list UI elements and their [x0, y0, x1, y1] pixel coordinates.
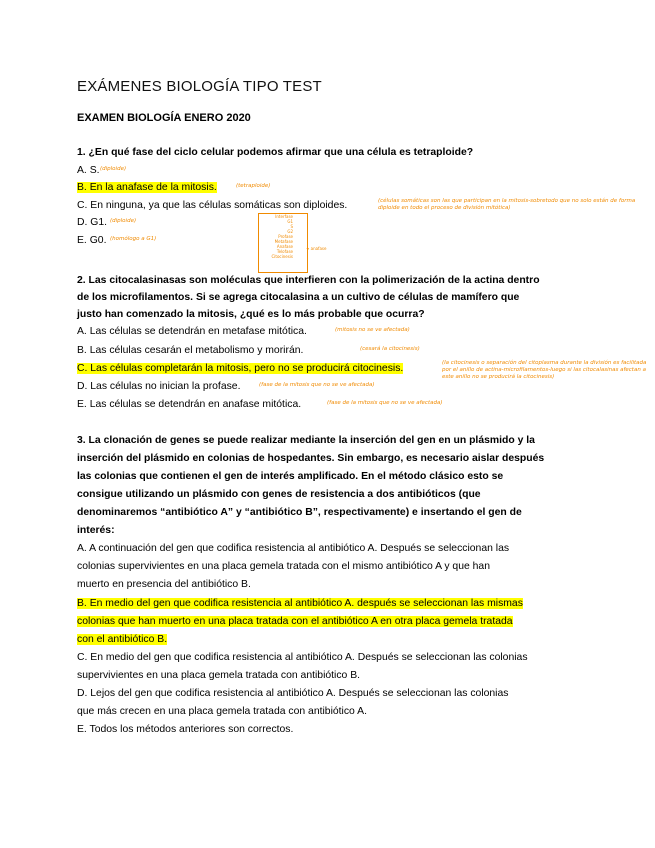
q3-option-a-line-1: A. A continuación del gen que codifica resistencia al antibiótico A. Después se seleccionan las: [77, 543, 510, 554]
question-3-line-2: inserción del plásmido en colonias de hospedantes. Sin embargo, es necesario aislar después: [77, 453, 545, 464]
q2-option-a-note: (mitosis no se ve afectada): [335, 327, 410, 333]
question-2-line-3: justo han comenzado la mitosis, ¿qué es lo más probable que ocurra?: [77, 309, 425, 320]
q3-option-a-line-3: muerto en presencia del antibiótico B.: [77, 579, 251, 590]
q2-option-d: [77, 380, 240, 394]
q1-option-c-text: C. En ninguna, ya que las células somáticas son diploides.: [77, 200, 348, 211]
question-3-line-4: consigue utilizando un plásmido con genes de resistencia a dos antibióticos (que: [77, 489, 481, 500]
q2-option-b-text: B. Las células cesarán el metabolismo y morirán.: [77, 345, 304, 356]
document-title: EXÁMENES BIOLOGÍA TIPO TEST: [77, 78, 322, 95]
q1-option-e-note: (homólogo a G1): [110, 236, 157, 242]
q1-option-b: [77, 181, 217, 195]
q2-option-b-note: (cesará la citocinesis): [360, 346, 420, 352]
q1-option-d-note: (diploide): [110, 218, 137, 224]
q2-option-b: [77, 344, 303, 358]
q3-option-c-line-2: supervivientes en una placa gemela tratada con antibiótico B.: [77, 670, 361, 681]
sketch-row: G1: [287, 219, 293, 224]
q1-option-d-text: D. G1.: [77, 217, 108, 228]
q2-option-a-text: A. Las células se detendrán en metafase mitótica.: [77, 326, 307, 337]
q1-option-b-text: B. En la anafase de la mitosis.: [77, 182, 217, 193]
q3-option-b-line-3: [77, 633, 167, 647]
q2-option-e: [77, 398, 301, 412]
q3-option-d-line-1: D. Lejos del gen que codifica resistencia al antibiótico A. Después se seleccionan las colonias: [77, 688, 509, 699]
q2-option-a: [77, 325, 307, 339]
sketch-row: Profase: [278, 234, 293, 239]
q1-option-c-note: (células somáticas son las que participan en la mitosis-sobretodo que no solo están de forma diploide en todo el proceso de división mitótica): [378, 198, 636, 211]
q1-option-a-text: A. S.: [77, 165, 100, 176]
q3-option-b-line-2: [77, 615, 513, 629]
q3-option-b-text: B. En medio del gen que codifica resistencia al antibiótico A. después se seleccionan las mismas: [77, 598, 523, 609]
question-2-line-1: 2. Las citocalasinasas son moléculas que interfieren con la polimerización de la actina dentro: [77, 275, 540, 286]
sketch-row: G2: [287, 229, 293, 234]
q1-option-d: [77, 216, 107, 230]
sketch-row: Telofase: [276, 249, 293, 254]
q2-option-c-note: (la citocinesis o separación del citoplasma durante la división es facilitada por el anillo de actina-microfilamentos-luego si las citocalasinas afectan a este anillo no se producirá la citocinesis): [442, 360, 647, 380]
q2-option-e-note: (fase de la mitosis que no se ve afectada): [327, 400, 443, 406]
q1-option-e-text: E. G0.: [77, 235, 107, 246]
question-3-line-5: denominaremos “antibiótico A” y “antibiótico B”, respectivamente) e insertando el gen de: [77, 507, 522, 518]
q1-option-b-note: (tetraploide): [236, 183, 271, 189]
q1-option-c: [77, 199, 347, 213]
sketch-arrow-label: → anafase: [306, 246, 327, 251]
question-3-line-3: las colonias que contienen el gen de interés amplificado. En el método clásico esto se: [77, 471, 504, 482]
q1-option-a-note: (diploide): [100, 166, 127, 172]
sketch-row: Anafase: [276, 244, 293, 249]
q2-option-d-text: D. Las células no inician la profase.: [77, 381, 241, 392]
question-1: 1. ¿En qué fase del ciclo celular podemos afirmar que una célula es tetraploide?: [77, 147, 474, 158]
q1-option-e: [77, 234, 106, 248]
q3-option-a-line-2: colonias supervivientes en una placa gemela tratada con el mismo antibiótico A y que han: [77, 561, 490, 572]
q3-option-e: E. Todos los métodos anteriores son correctos.: [77, 724, 294, 735]
q2-option-d-note: (fase de la mitosis que no se ve afectada): [259, 382, 375, 388]
q2-option-e-text: E. Las células se detendrán en anafase mitótica.: [77, 399, 302, 410]
q3-option-b-line-1: [77, 597, 523, 611]
q3-option-b-text: colonias que han muerto en una placa tratada con el antibiótico A en otra placa gemela tratada: [77, 616, 513, 627]
q2-option-c-text: C. Las células completarán la mitosis, pero no se producirá citocinesis.: [77, 363, 404, 374]
q3-option-d-line-2: que más crecen en una placa gemela tratada con antibiótico A.: [77, 706, 367, 717]
question-3-line-6: interés:: [77, 525, 115, 536]
question-2-line-2: de los microfilamentos. Si se agrega citocalasina a un cultivo de células de mamífero que: [77, 292, 520, 303]
q3-option-b-text: con el antibiótico B.: [77, 634, 168, 645]
q2-option-c: [77, 362, 403, 376]
sketch-row: S: [290, 224, 293, 229]
sketch-row: Citocinesis: [271, 254, 293, 259]
q3-option-c-line-1: C. En medio del gen que codifica resistencia al antibiótico A. Después se seleccionan las colonias: [77, 652, 528, 663]
cell-cycle-sketch: [258, 213, 308, 273]
exam-title: EXAMEN BIOLOGÍA ENERO 2020: [77, 112, 251, 124]
sketch-row: Metafase: [274, 239, 293, 244]
question-3-line-1: 3. La clonación de genes se puede realizar mediante la inserción del gen en un plásmido y la: [77, 435, 535, 446]
q1-option-a: [77, 164, 100, 178]
sketch-row: Interfase: [275, 214, 293, 219]
